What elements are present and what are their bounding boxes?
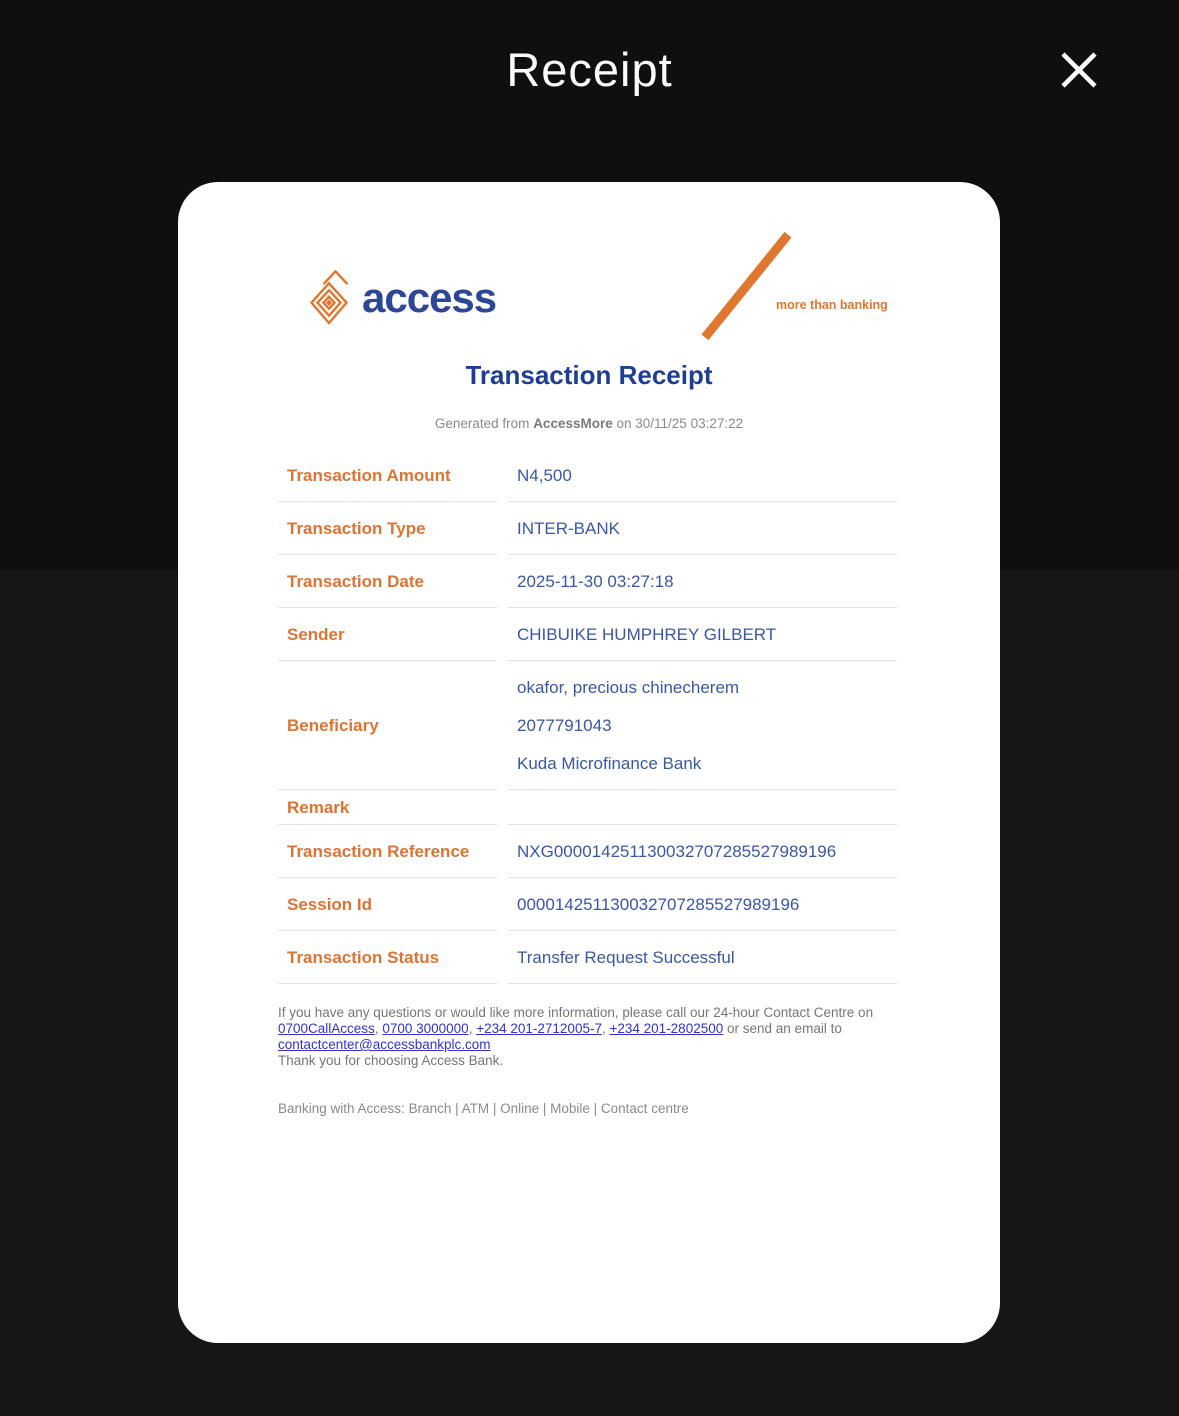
row-value: NXG000014251130032707285527989196 — [508, 825, 897, 878]
brand-tagline: more than banking — [776, 298, 888, 312]
row-value: Transfer Request Successful — [508, 931, 897, 984]
row-value — [508, 661, 897, 790]
column-gap — [497, 825, 508, 878]
beneficiary-name: okafor, precious chinecherem — [517, 678, 740, 697]
row-value — [508, 790, 897, 825]
column-gap — [497, 790, 508, 825]
table-row-status — [278, 931, 897, 984]
row-label: Transaction Reference — [278, 825, 497, 878]
transaction-detail-table — [278, 449, 897, 984]
contact-intro-text: If you have any questions or would like more information, please call our 24-hour Contact Centre on — [278, 1005, 874, 1020]
row-label: Transaction Status — [278, 931, 497, 984]
row-label: Transaction Type — [278, 502, 497, 555]
table-row-date — [278, 555, 897, 608]
row-value: INTER-BANK — [508, 502, 897, 555]
contact-paragraph — [278, 1005, 900, 1053]
column-gap — [497, 878, 508, 931]
table-row-remark — [278, 790, 897, 825]
row-label: Session Id — [278, 878, 497, 931]
row-value: 2025-11-30 03:27:18 — [508, 555, 897, 608]
row-value: 000014251130032707285527989196 — [508, 878, 897, 931]
contact-link-2802500[interactable]: +234 201-2802500 — [609, 1021, 724, 1036]
access-diamond-icon — [305, 270, 353, 333]
banking-channels-line: Banking with Access: Branch | ATM | Online | Mobile | Contact centre — [278, 1101, 689, 1116]
brand-section — [178, 182, 1000, 360]
row-value: N4,500 — [508, 449, 897, 502]
separator: , — [468, 1021, 473, 1036]
row-label: Transaction Date — [278, 555, 497, 608]
column-gap — [497, 555, 508, 608]
contact-footer — [278, 1005, 900, 1069]
row-label: Sender — [278, 608, 497, 661]
column-gap — [497, 931, 508, 984]
column-gap — [497, 608, 508, 661]
beneficiary-bank: Kuda Microfinance Bank — [517, 754, 702, 773]
table-row-beneficiary — [278, 661, 897, 790]
modal-header — [0, 0, 1179, 140]
generated-timestamp: on 30/11/25 03:27:22 — [616, 416, 744, 431]
brand-slash-decoration — [701, 232, 791, 340]
thank-you-text: Thank you for choosing Access Bank. — [278, 1053, 504, 1068]
receipt-title: Transaction Receipt — [465, 360, 713, 390]
contact-link-0700-3000000[interactable]: 0700 3000000 — [382, 1021, 469, 1036]
receipt-card — [178, 182, 1000, 1343]
row-label: Remark — [278, 790, 497, 825]
access-wordmark: access — [362, 274, 497, 321]
table-row-amount — [278, 449, 897, 502]
row-value: CHIBUIKE HUMPHREY GILBERT — [508, 608, 897, 661]
close-icon — [1056, 81, 1102, 96]
generated-line — [178, 417, 1000, 431]
separator: , — [601, 1021, 606, 1036]
table-row-type — [278, 502, 897, 555]
beneficiary-account-number: 2077791043 — [517, 716, 612, 735]
row-label: Transaction Amount — [278, 449, 497, 502]
table-row-reference — [278, 825, 897, 878]
generated-app-name: AccessMore — [533, 416, 613, 431]
close-button[interactable] — [1056, 47, 1102, 93]
access-bank-logo — [305, 270, 496, 333]
contact-email-link[interactable]: contactcenter@accessbankplc.com — [278, 1037, 491, 1052]
page-title: Receipt — [506, 43, 673, 96]
separator: , — [374, 1021, 379, 1036]
column-gap — [497, 502, 508, 555]
table-row-session-id — [278, 878, 897, 931]
column-gap — [497, 661, 508, 790]
generated-prefix: Generated from — [434, 416, 530, 431]
contact-link-0700callaccess[interactable]: 0700CallAccess — [278, 1021, 375, 1036]
table-row-sender — [278, 608, 897, 661]
row-label: Beneficiary — [278, 661, 497, 790]
email-intro-text: or send an email to — [727, 1021, 842, 1036]
column-gap — [497, 449, 508, 502]
contact-link-2712005[interactable]: +234 201-2712005-7 — [476, 1021, 602, 1036]
